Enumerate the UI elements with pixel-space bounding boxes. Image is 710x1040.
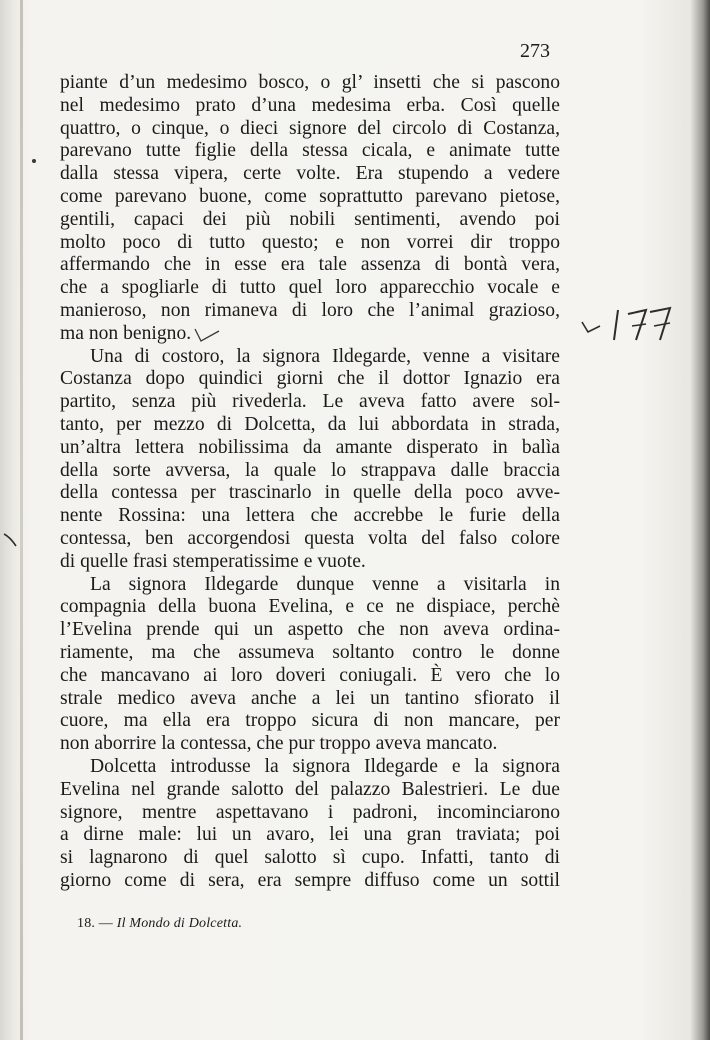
page-binding-edge (20, 0, 23, 1040)
paragraph-4 (60, 756, 560, 893)
paragraph-3 (60, 574, 560, 756)
book-title: Il Mondo di Dolcetta. (116, 916, 243, 931)
text-line: compagnia della buona Evelina, e ce ne dispiace, perchè (60, 596, 560, 618)
text-line: contessa, ben accorgendosi questa volta del falso colore (60, 527, 560, 549)
text-line: parevano tutte figlie della stessa cicala, e animate tutte (60, 140, 560, 162)
text-line: un’altra lettera nobilissima da amante disperato in balìa (60, 436, 560, 458)
text-line: piante d’un medesimo bosco, o gl’ insetti che si pascono (60, 72, 560, 93)
text-line: nente Rossina: una lettera che accrebbe le furie della (60, 505, 560, 527)
text-line: di quelle frasi stemperatissime e vuote. (60, 550, 366, 572)
text-line: non aborrire la contessa, che pur troppo aveva mancato. (60, 733, 498, 755)
text-line: dalla stessa vipera, certe volte. Era stupendo a vedere (60, 163, 560, 185)
ink-dot-mark (32, 159, 36, 163)
text-line: Dolcetta introdusse la signora Ildegarde e la signora (90, 755, 560, 777)
signature-mark: 18. — (77, 916, 113, 931)
text-line: che mancavano ai loro doveri coniugali. È vero che lo (60, 664, 560, 686)
text-line: manieroso, non rimaneva di loro che l’animal grazioso, (60, 299, 560, 321)
text-line: Costanza dopo quindici giorni che il dottor Ignazio era (60, 368, 560, 390)
text-line: Una di costoro, la signora Ildegarde, venne a visitare (90, 345, 560, 367)
text-line: che a spogliarle di tutto quel loro apparecchio vocale e (60, 277, 560, 299)
text-line: tanto, per mezzo di Dolcetta, da lui abbordata in strada, (60, 413, 560, 435)
text-line: Evelina nel grande salotto del palazzo Balestrieri. Le due (60, 778, 560, 800)
text-line: cuore, ma ella era troppo sicura di non mancare, per (60, 710, 560, 732)
text-line: ma non benigno. (60, 322, 192, 344)
text-line: gentili, capaci dei più nobili sentimenti, avendo poi (60, 208, 560, 230)
pencil-check-mark (193, 323, 223, 345)
text-line: quattro, o cinque, o dieci signore del circolo di Costanza, (60, 117, 560, 139)
text-line: della sorte avversa, la quale lo strappava dalle braccia (60, 459, 560, 481)
text-line: giorno come di sera, era sempre diffuso come un sottil (60, 869, 560, 891)
page-footer (77, 916, 242, 932)
text-line: si lagnarono di quel salotto sì cupo. Infatti, tanto di (60, 847, 560, 869)
page-number: 273 (520, 40, 550, 62)
text-line-last (60, 323, 560, 346)
body-text (60, 72, 560, 893)
text-line: molto poco di tutto questo; e non vorrei dir troppo (60, 231, 560, 253)
paragraph-1 (60, 72, 560, 346)
text-line: l’Evelina prende qui un aspetto che non aveva ordina- (60, 619, 560, 641)
text-line: riamente, ma che assumeva soltanto contro le donne (60, 641, 560, 663)
text-line: della contessa per trascinarlo in quelle della poco avve- (60, 482, 560, 504)
text-line: signore, mentre aspettavano i padroni, incominciarono (60, 801, 560, 823)
text-line: La signora Ildegarde dunque venne a visitarla in (90, 573, 560, 595)
text-line: a dirne male: lui un avaro, lei una gran traviata; poi (60, 824, 560, 846)
text-line: affermando che in esse era tale assenza di bontà vera, (60, 254, 560, 276)
text-line: strale medico aveva anche a lei un tantino sfiorato il (60, 687, 560, 709)
text-line: partito, senza più rivederla. Le aveva fatto avere sol- (60, 391, 560, 413)
text-line: come parevano buone, come soprattutto parevano pietose, (60, 185, 560, 207)
text-line: nel medesimo prato d’una medesima erba. Così quelle (60, 94, 560, 116)
paragraph-2 (60, 346, 560, 574)
margin-tick-mark (2, 530, 20, 550)
